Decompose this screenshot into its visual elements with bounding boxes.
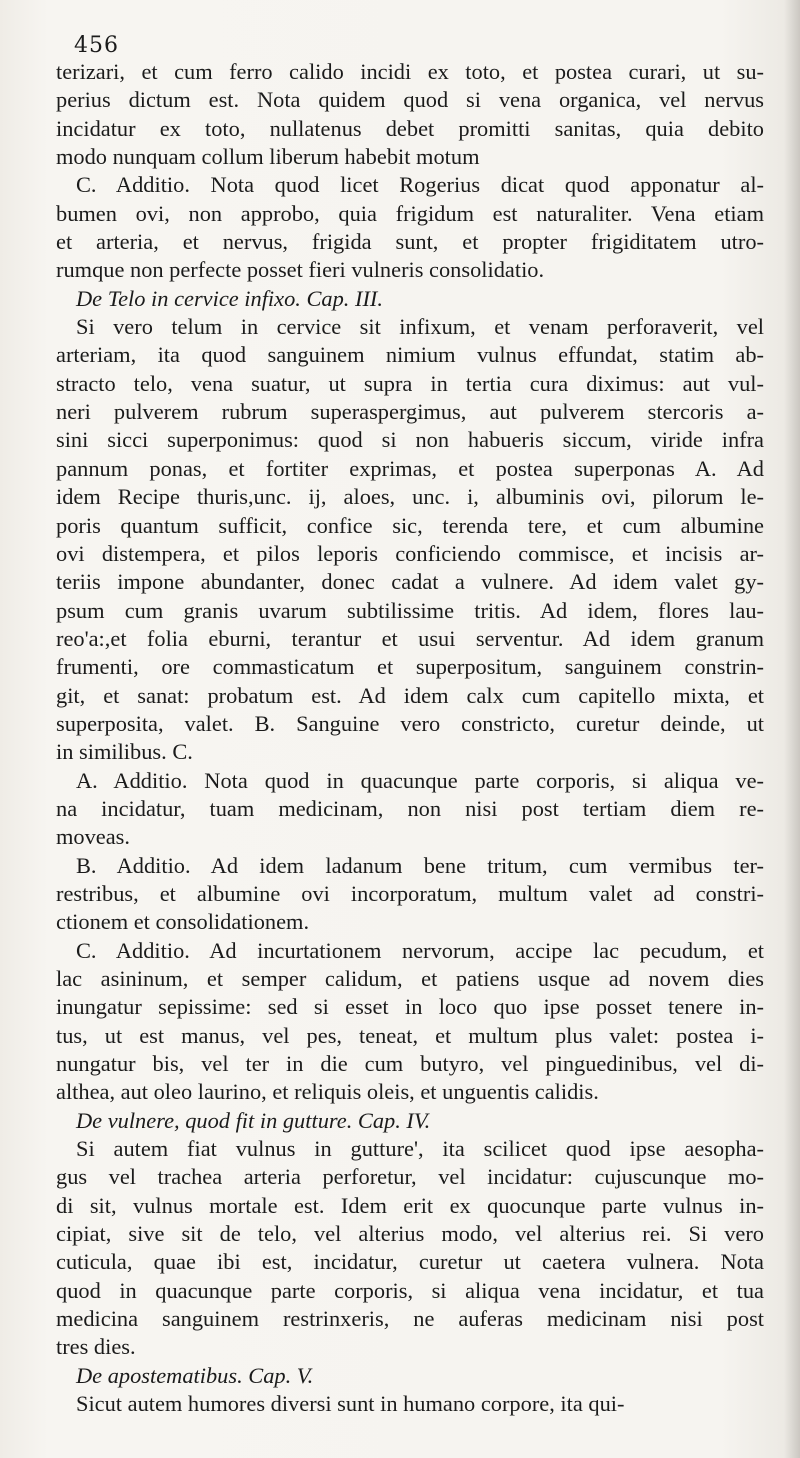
chapter-heading <box>56 1107 764 1135</box>
paragraph <box>56 937 764 1107</box>
text-line: lac asininum, et semper calidum, et patiens usque ad novem dies <box>56 966 764 991</box>
text-line: bumen ovi, non approbo, quia frigidum est naturaliter. Vena etiam <box>56 200 764 226</box>
text-line: tres dies. <box>56 1334 136 1360</box>
chapter-heading <box>56 1362 764 1390</box>
page-number: 456 <box>74 33 119 58</box>
text-line: di sit, vulnus mortale est. Idem erit ex quocunque parte vulnus in- <box>56 1192 764 1218</box>
chapter-heading <box>56 285 764 313</box>
text-line: A. Additio. Nota quod in quacunque parte corporis, si aliqua ve- <box>76 767 764 793</box>
body-text <box>56 58 764 1419</box>
text-line: et arteria, et nervus, frigida sunt, et propter frigiditatem utro- <box>56 229 764 255</box>
text-line: C. Additio. Ad incurtationem nervorum, accipe lac pecudum, et <box>76 937 764 963</box>
text-line: frumenti, ore commasticatum et superpositum, sanguinem constrin- <box>56 654 764 680</box>
text-line: gus vel trachea arteria perforetur, vel incidatur: cujuscunque mo- <box>56 1164 764 1190</box>
paragraph <box>56 852 764 937</box>
text-line: tus, ut est manus, vel pes, teneat, et multum plus valet: postea i- <box>56 1022 764 1048</box>
paragraph <box>56 1135 764 1362</box>
text-line: cuticula, quae ibi est, incidatur, curetur ut caetera vulnera. Nota <box>56 1249 764 1275</box>
page-spine-shadow <box>784 0 800 1458</box>
paragraph <box>56 1390 764 1418</box>
text-line: restribus, et albumine ovi incorporatum, multum valet ad constri- <box>56 880 764 906</box>
text-line: Si vero telum in cervice sit infixum, et venam perforaverit, vel <box>76 314 764 340</box>
text-line: medicina sanguinem restrinxeris, ne auferas medicinam nisi post <box>56 1306 764 1332</box>
paragraph <box>56 767 764 852</box>
paragraph <box>56 58 764 171</box>
paragraph <box>56 313 764 767</box>
text-line: cipiat, sive sit de telo, vel alterius modo, vel alterius rei. Si vero <box>56 1221 764 1247</box>
text-line: teriis impone abundanter, donec cadat a vulnere. Ad idem valet gy- <box>56 569 764 595</box>
text-line: B. Additio. Ad idem ladanum bene tritum, cum vermibus ter- <box>76 852 764 878</box>
text-line: arteriam, ita quod sanguinem nimium vulnus effundat, statim ab- <box>56 342 764 368</box>
text-line: in similibus. C. <box>56 739 193 765</box>
text-line: nungatur bis, vel ter in die cum butyro, vel pinguedinibus, vel di- <box>56 1051 764 1077</box>
text-line: reo'a:,et folia eburni, terantur et usui serventur. Ad idem granum <box>56 625 764 651</box>
text-line: psum cum granis uvarum subtilissime tritis. Ad idem, flores lau- <box>56 597 764 623</box>
text-line: sini sicci superponimus: quod si non habueris siccum, viride infra <box>56 427 764 453</box>
text-line: inungatur sepissime: sed si esset in loco quo ipse posset tenere in- <box>56 994 764 1020</box>
text-line: stracto telo, vena suatur, ut supra in tertia cura diximus: aut vul- <box>56 370 764 396</box>
paragraph <box>56 171 764 284</box>
text-line: De Telo in cervice infixo. Cap. III. <box>76 285 383 311</box>
text-line: rumque non perfecte posset fieri vulneris consolidatio. <box>56 257 545 283</box>
text-line: idem Recipe thuris,unc. ij, aloes, unc. i, albuminis ovi, pilorum le- <box>56 484 764 510</box>
text-line: modo nunquam collum liberum habebit motum <box>56 144 480 170</box>
text-line: De vulnere, quod fit in gutture. Cap. IV. <box>76 1107 431 1133</box>
text-line: poris quantum sufficit, confice sic, terenda tere, et cum albumine <box>56 512 764 538</box>
text-line: pannum ponas, et fortiter exprimas, et postea superponas A. Ad <box>56 455 764 481</box>
text-line: De apostematibus. Cap. V. <box>76 1362 314 1388</box>
text-line: Si autem fiat vulnus in gutture', ita scilicet quod ipse aesopha- <box>76 1136 764 1162</box>
text-line: neri pulverem rubrum superaspergimus, aut pulverem stercoris a- <box>56 399 764 425</box>
text-line: ctionem et consolidationem. <box>56 909 310 935</box>
text-line: terizari, et cum ferro calido incidi ex toto, et postea curari, ut su- <box>56 59 764 84</box>
text-line: Sicut autem humores diversi sunt in humano corpore, ita qui- <box>76 1391 625 1417</box>
text-line: quod in quacunque parte corporis, si aliqua vena incidatur, et tua <box>56 1277 764 1303</box>
text-line: git, et sanat: probatum est. Ad idem calx cum capitello mixta, et <box>56 682 764 708</box>
text-line: moveas. <box>56 824 130 850</box>
text-line: superposita, valet. B. Sanguine vero constricto, curetur deinde, ut <box>56 710 764 736</box>
text-line: ovi distempera, et pilos leporis conficiendo commisce, et incisis ar- <box>56 540 764 566</box>
text-line: na incidatur, tuam medicinam, non nisi post tertiam diem re- <box>56 795 764 821</box>
text-line: incidatur ex toto, nullatenus debet promitti sanitas, quia debito <box>56 115 764 141</box>
text-line: perius dictum est. Nota quidem quod si vena organica, vel nervus <box>56 87 764 113</box>
text-line: althea, aut oleo laurino, et reliquis oleis, et unguentis calidis. <box>56 1079 599 1105</box>
text-line: C. Additio. Nota quod licet Rogerius dicat quod apponatur al- <box>76 172 764 198</box>
